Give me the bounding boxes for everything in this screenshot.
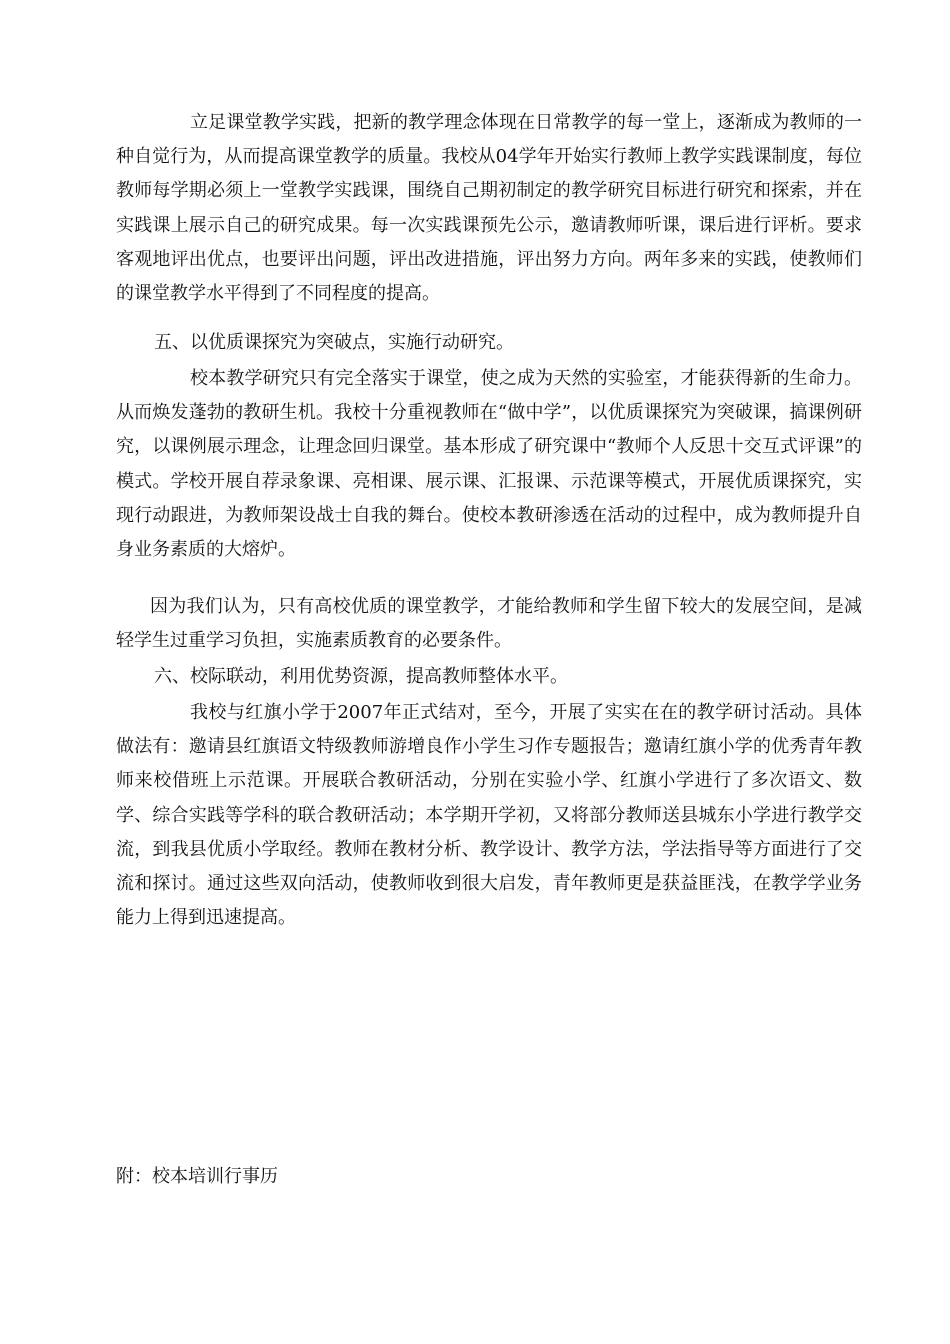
paragraph-quality-teaching-reason: 因为我们认为，只有高校优质的课堂教学，才能给教师和学生留下较大的发展空间，是减轻学生过重学习负担，实施素质教育的必要条件。 <box>116 596 862 652</box>
paragraph-school-partnership: 我校与红旗小学于2007年正式结对，至今，开展了实实在在的教学研讨活动。具体做法有：邀请县红旗语文特级教师游增良作小学生习作专题报告；邀请红旗小学的优秀青年教师来校借班上示范课。开展联合教研活动，分别在实验小学、红旗小学进行了多次语文、数学、综合实践等学科的联合教研活动；本学期开学初，又将部分教师送县城东小学进行教学交流，到我县优质小学取经。教师在教材分析、教学设计、教学方法，学法指导等方面进行了交流和探讨。通过这些双向活动，使教师收到很大启发，青年教师更是获益匪浅，在教学学业务能力上得到迅速提高。 <box>116 702 862 929</box>
appendix-note: 附：校本培训行事历 <box>116 1166 278 1187</box>
paragraph-classroom-practice: 立足课堂教学实践，把新的教学理念体现在日常教学的每一堂上，逐渐成为教师的一种自觉行为，从而提高课堂教学的质量。我校从04学年开始实行教师上教学实践课制度，每位教师每学期必须上一堂教学实践课，围绕自己期初制定的教学研究目标进行研究和探索，并在实践课上展示自己的研究成果。每一次实践课预先公示，邀请教师听课，课后进行评析。要求客观地评出优点，也要评出问题，评出改进措施，评出努力方向。两年多来的实践，使教师们的课堂教学水平得到了不同程度的提高。 <box>116 112 862 305</box>
paragraph-quality-lessons: 校本教学研究只有完全落实于课堂，使之成为天然的实验室，才能获得新的生命力。从而焕发蓬勃的教研生机。我校十分重视教师在“做中学”，以优质课探究为突破课，搞课例研究，以课例展示理念，让理念回归课堂。基本形成了研究课中“教师个人反思十交互式评课”的模式。学校开展自荐录象课、亮相课、展示课、汇报课、示范课等模式，开展优质课探究，实现行动跟进，为教师架设战士自我的舞台。使校本教研渗透在活动的过程中，成为教师提升自身业务素质的大熔炉。 <box>116 368 862 561</box>
section-heading-5: 五、以优质课探究为突破点，实施行动研究。 <box>154 332 514 353</box>
section-heading-6: 六、校际联动，利用优势资源，提高教师整体水平。 <box>154 666 568 687</box>
